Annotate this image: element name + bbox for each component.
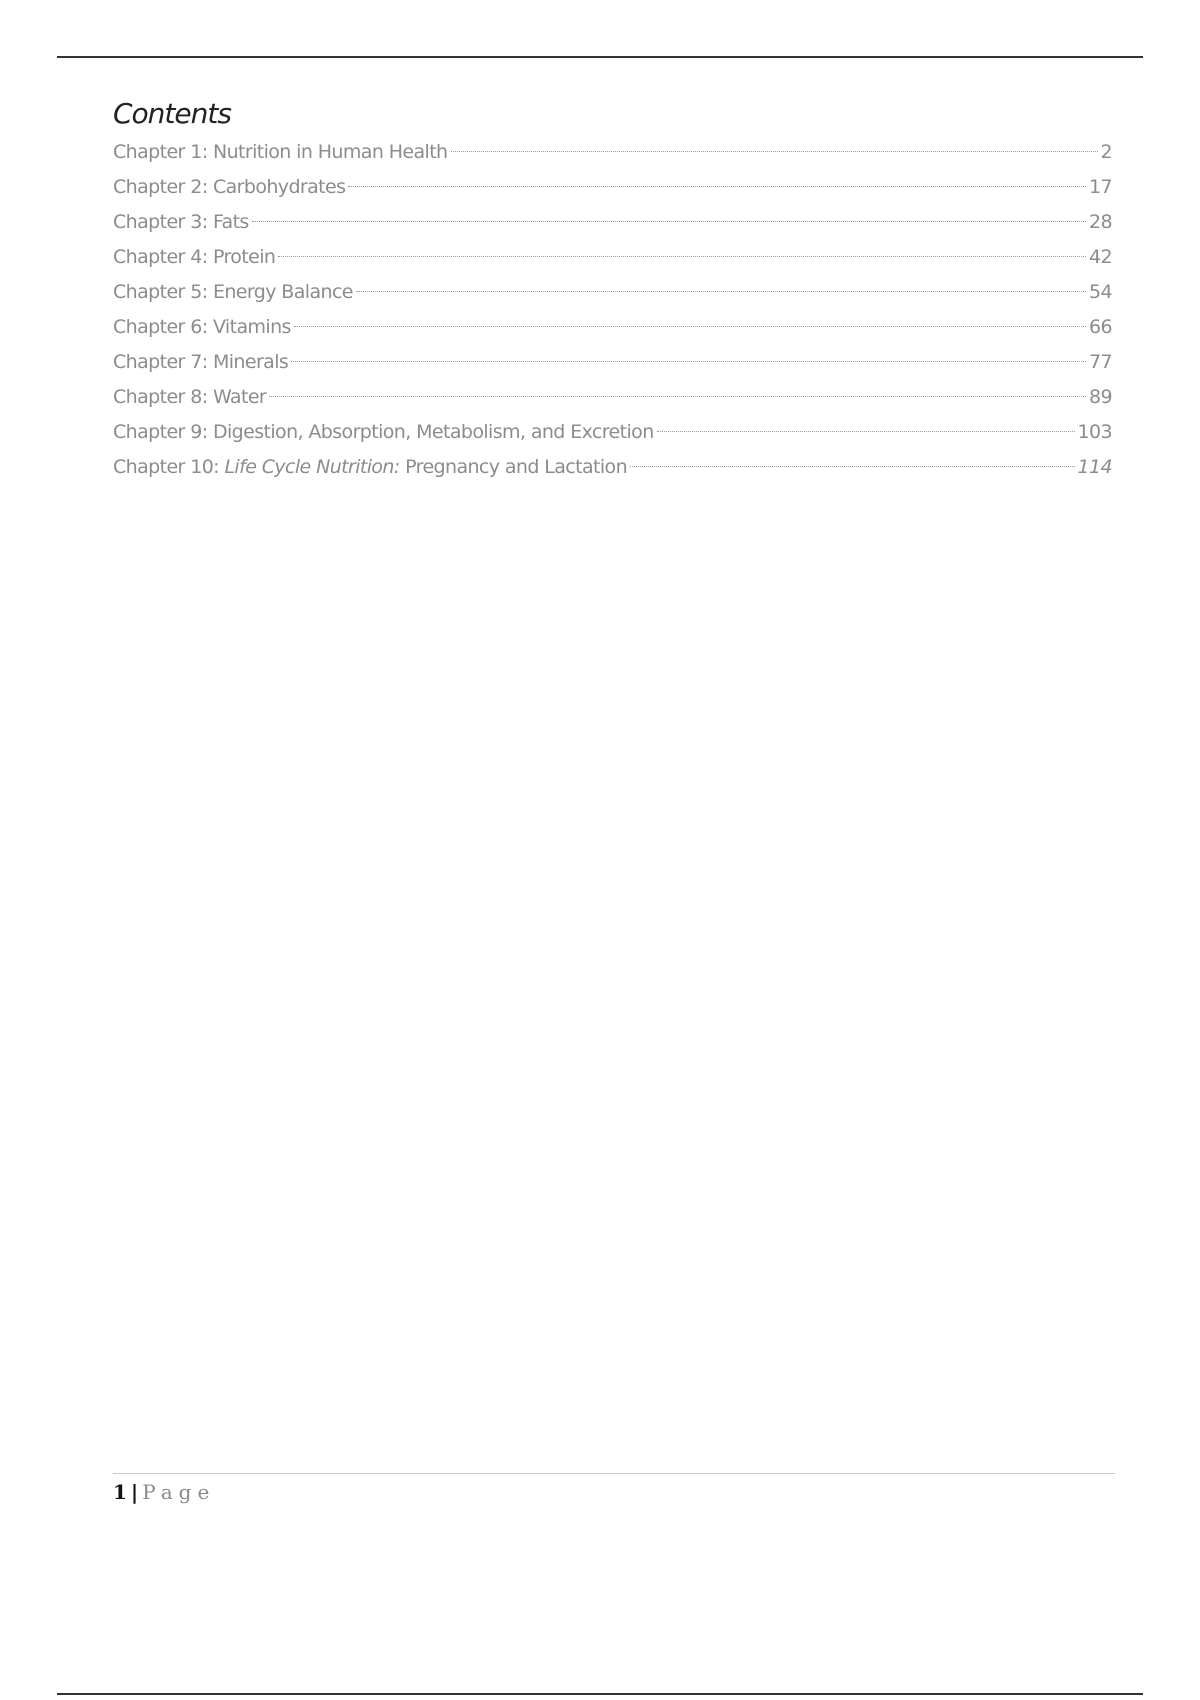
- toc-entry-page: 103: [1077, 421, 1112, 443]
- toc-entry-page: 114: [1077, 456, 1112, 478]
- toc-entry-prefix: Chapter 3:: [113, 211, 208, 233]
- toc-entry-title: Protein: [212, 246, 276, 268]
- toc-entry-page: 42: [1089, 246, 1112, 268]
- toc-entry-title: Digestion, Absorption, Metabolism, and Excretion: [212, 421, 654, 443]
- toc-dot-leader: [356, 291, 1086, 292]
- toc-entry-chapter-1[interactable]: [113, 135, 1112, 170]
- toc-entry-title: Pregnancy and Lactation: [405, 456, 628, 478]
- toc-entry-chapter-10[interactable]: [113, 450, 1112, 485]
- footer-page-label: Page: [142, 1480, 216, 1504]
- toc-entry-page: 2: [1100, 141, 1112, 163]
- toc-entry-chapter-5[interactable]: [113, 275, 1112, 310]
- toc-entry-chapter-4[interactable]: [113, 240, 1112, 275]
- footer-page-marker: [113, 1478, 1115, 1506]
- toc-entry-page: 28: [1089, 211, 1112, 233]
- footer-separator: |: [130, 1480, 139, 1504]
- toc-title: Contents: [113, 97, 231, 130]
- toc-dot-leader: [252, 221, 1086, 222]
- footer-page-number: 1: [113, 1480, 127, 1504]
- toc-entry-page: 54: [1089, 281, 1112, 303]
- toc-entry-prefix: Chapter 6:: [113, 316, 208, 338]
- bottom-rule: [57, 1693, 1143, 1695]
- toc-entry-prefix: Chapter 5:: [113, 281, 208, 303]
- toc-entry-title: Water: [212, 386, 267, 408]
- toc-entry-prefix: Chapter 4:: [113, 246, 208, 268]
- toc-entry-title: Fats: [212, 211, 249, 233]
- toc-dot-leader: [348, 186, 1086, 187]
- page-footer: [113, 1473, 1115, 1506]
- toc-entry-chapter-9[interactable]: [113, 415, 1112, 450]
- toc-list: [113, 135, 1112, 485]
- toc-entry-prefix: Chapter 2:: [113, 176, 208, 198]
- toc-entry-prefix: Chapter 1:: [113, 141, 208, 163]
- toc-dot-leader: [630, 466, 1075, 467]
- toc-entry-chapter-8[interactable]: [113, 380, 1112, 415]
- toc-dot-leader: [278, 256, 1086, 257]
- toc-dot-leader: [294, 326, 1086, 327]
- toc-dot-leader: [657, 431, 1075, 432]
- toc-entry-title: Minerals: [212, 351, 289, 373]
- toc-dot-leader: [291, 361, 1086, 362]
- toc-entry-page: 89: [1089, 386, 1112, 408]
- table-of-contents: [113, 96, 1112, 485]
- toc-entry-title: Carbohydrates: [212, 176, 346, 198]
- footer-rule: [113, 1473, 1115, 1474]
- toc-entry-prefix: Chapter 8:: [113, 386, 208, 408]
- toc-entry-title-italic: Life Cycle Nutrition:: [224, 456, 400, 478]
- toc-entry-prefix: Chapter 10:: [113, 456, 219, 478]
- toc-entry-chapter-2[interactable]: [113, 170, 1112, 205]
- toc-dot-leader: [269, 396, 1086, 397]
- toc-entry-prefix: Chapter 7:: [113, 351, 208, 373]
- toc-entry-title: Energy Balance: [212, 281, 353, 303]
- toc-dot-leader: [451, 151, 1098, 152]
- toc-entry-chapter-3[interactable]: [113, 205, 1112, 240]
- header-rule: [57, 56, 1143, 58]
- toc-entry-title: Nutrition in Human Health: [212, 141, 448, 163]
- toc-entry-prefix: Chapter 9:: [113, 421, 208, 443]
- toc-entry-page: 66: [1089, 316, 1112, 338]
- toc-entry-chapter-6[interactable]: [113, 310, 1112, 345]
- toc-entry-page: 17: [1089, 176, 1112, 198]
- toc-entry-page: 77: [1089, 351, 1112, 373]
- toc-entry-title: Vitamins: [212, 316, 291, 338]
- toc-entry-chapter-7[interactable]: [113, 345, 1112, 380]
